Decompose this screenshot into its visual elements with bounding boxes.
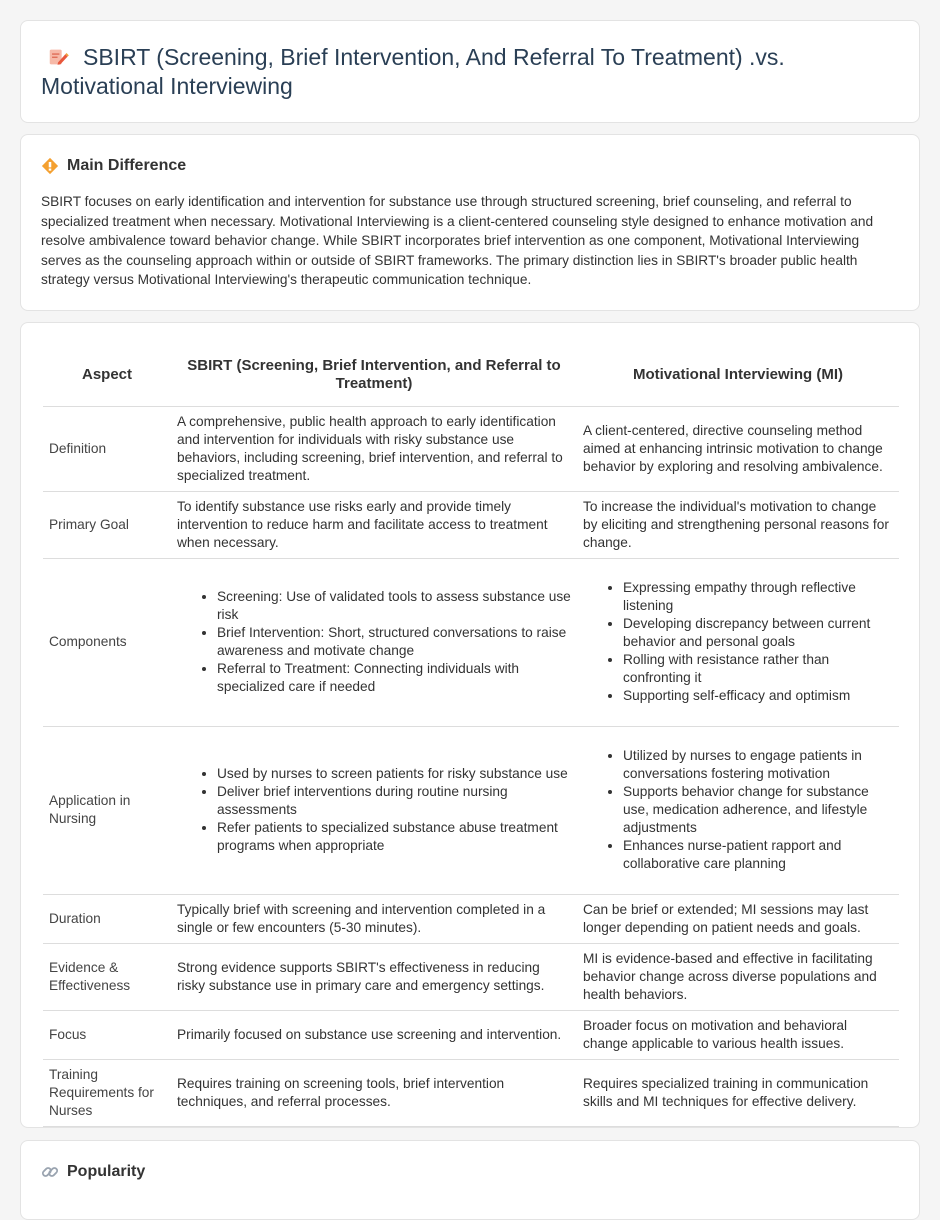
list-item: • Screening: Use of validated tools to assess substance use risk — [217, 588, 571, 624]
list-item: • Refer patients to specialized substance abuse treatment programs when appropriate — [217, 819, 571, 855]
list-item: • Expressing empathy through reflective listening — [623, 579, 893, 615]
list-item: • Supports behavior change for substance use, medication adherence, and lifestyle adjustments — [623, 783, 893, 837]
table-row — [43, 943, 899, 1010]
mi-cell: A client-centered, directive counseling method aimed at enhancing intrinsic motivation to change behavior by exploring and resolving ambivalence. — [577, 406, 899, 491]
sbirt-cell: Requires training on screening tools, brief intervention techniques, and referral processes. — [171, 1059, 577, 1126]
table-row — [43, 1059, 899, 1126]
mi-cell: Can be brief or extended; MI sessions may last longer depending on patient needs and goals. — [577, 894, 899, 943]
sbirt-cell — [171, 558, 577, 726]
warning-diamond-icon — [41, 157, 59, 175]
sbirt-cell: Strong evidence supports SBIRT's effectiveness in reducing risky substance use in primary care and emergency settings. — [171, 943, 577, 1010]
list-item: • Brief Intervention: Short, structured conversations to raise awareness and motivate change — [217, 624, 571, 660]
list-item: • Supporting self-efficacy and optimism — [623, 687, 893, 705]
comparison-table-card — [20, 322, 920, 1128]
table-row — [43, 1010, 899, 1059]
header-sbirt: SBIRT (Screening, Brief Intervention, and Referral to Treatment) — [171, 343, 577, 406]
list-item: • Referral to Treatment: Connecting individuals with specialized care if needed — [217, 660, 571, 696]
sbirt-cell: To identify substance use risks early and provide timely intervention to reduce harm and facilitate access to treatment when necessary. — [171, 491, 577, 558]
table-row — [43, 726, 899, 894]
aspect-cell: Application in Nursing — [43, 726, 171, 894]
sbirt-cell — [171, 726, 577, 894]
link-icon — [41, 1163, 59, 1181]
table-row — [43, 558, 899, 726]
popularity-card — [20, 1140, 920, 1220]
popularity-title: Popularity — [67, 1163, 146, 1180]
aspect-cell: Training Requirements for Nurses — [43, 1059, 171, 1126]
main-difference-title: Main Difference — [67, 157, 187, 174]
popularity-heading — [41, 1163, 899, 1181]
aspect-cell: Primary Goal — [43, 491, 171, 558]
sbirt-nursing-list — [177, 765, 571, 855]
aspect-cell: Evidence & Effectiveness — [43, 943, 171, 1010]
list-item: • Rolling with resistance rather than confronting it — [623, 651, 893, 687]
mi-cell: Requires specialized training in communication skills and MI techniques for effective delivery. — [577, 1059, 899, 1126]
list-item: • Deliver brief interventions during routine nursing assessments — [217, 783, 571, 819]
mi-cell: To increase the individual's motivation to change by eliciting and strengthening personal reasons for change. — [577, 491, 899, 558]
mi-cell — [577, 558, 899, 726]
sbirt-cell: Typically brief with screening and intervention completed in a single or few encounters (5-30 minutes). — [171, 894, 577, 943]
page-title — [41, 43, 899, 101]
mi-cell — [577, 726, 899, 894]
list-item: • Enhances nurse-patient rapport and collaborative care planning — [623, 837, 893, 873]
mi-cell: Broader focus on motivation and behavioral change applicable to various health issues. — [577, 1010, 899, 1059]
table-row — [43, 491, 899, 558]
document-pencil-icon — [47, 46, 69, 68]
list-item: • Utilized by nurses to engage patients in conversations fostering motivation — [623, 747, 893, 783]
list-item: • Developing discrepancy between current behavior and personal goals — [623, 615, 893, 651]
table-row — [43, 894, 899, 943]
mi-nursing-list — [583, 747, 893, 873]
aspect-cell: Definition — [43, 406, 171, 491]
aspect-cell: Components — [43, 558, 171, 726]
sbirt-cell: Primarily focused on substance use screening and intervention. — [171, 1010, 577, 1059]
table-header-row — [43, 343, 899, 406]
comparison-table — [43, 343, 899, 1127]
header-aspect: Aspect — [43, 343, 171, 406]
header-mi: Motivational Interviewing (MI) — [577, 343, 899, 406]
aspect-cell: Focus — [43, 1010, 171, 1059]
title-card — [20, 20, 920, 123]
page-title-text: SBIRT (Screening, Brief Intervention, And Referral To Treatment) .vs. Motivational Interviewing — [41, 44, 785, 99]
main-difference-card — [20, 134, 920, 311]
aspect-cell: Duration — [43, 894, 171, 943]
main-difference-text: SBIRT focuses on early identification and intervention for substance use through structured screening, brief counseling, and referral to specialized treatment when necessary. Motivational Interviewing is a client-centered counseling style designed to enhance motivation and resolve ambivalence toward behavior change. While SBIRT incorporates brief intervention as one component, Motivational Interviewing serves as the counseling approach within or outside of SBIRT frameworks. The primary distinction lies in SBIRT's broader public health strategy versus Motivational Interviewing's therapeutic communication technique. — [41, 194, 874, 287]
main-difference-heading — [41, 157, 899, 175]
mi-cell: MI is evidence-based and effective in facilitating behavior change across diverse populations and health behaviors. — [577, 943, 899, 1010]
list-item: • Used by nurses to screen patients for risky substance use — [217, 765, 571, 783]
mi-components-list — [583, 579, 893, 705]
sbirt-components-list — [177, 588, 571, 696]
sbirt-cell: A comprehensive, public health approach to early identification and intervention for individuals with risky substance use behaviors, including screening, brief intervention, and referral to specialized treatment. — [171, 406, 577, 491]
table-row — [43, 406, 899, 491]
